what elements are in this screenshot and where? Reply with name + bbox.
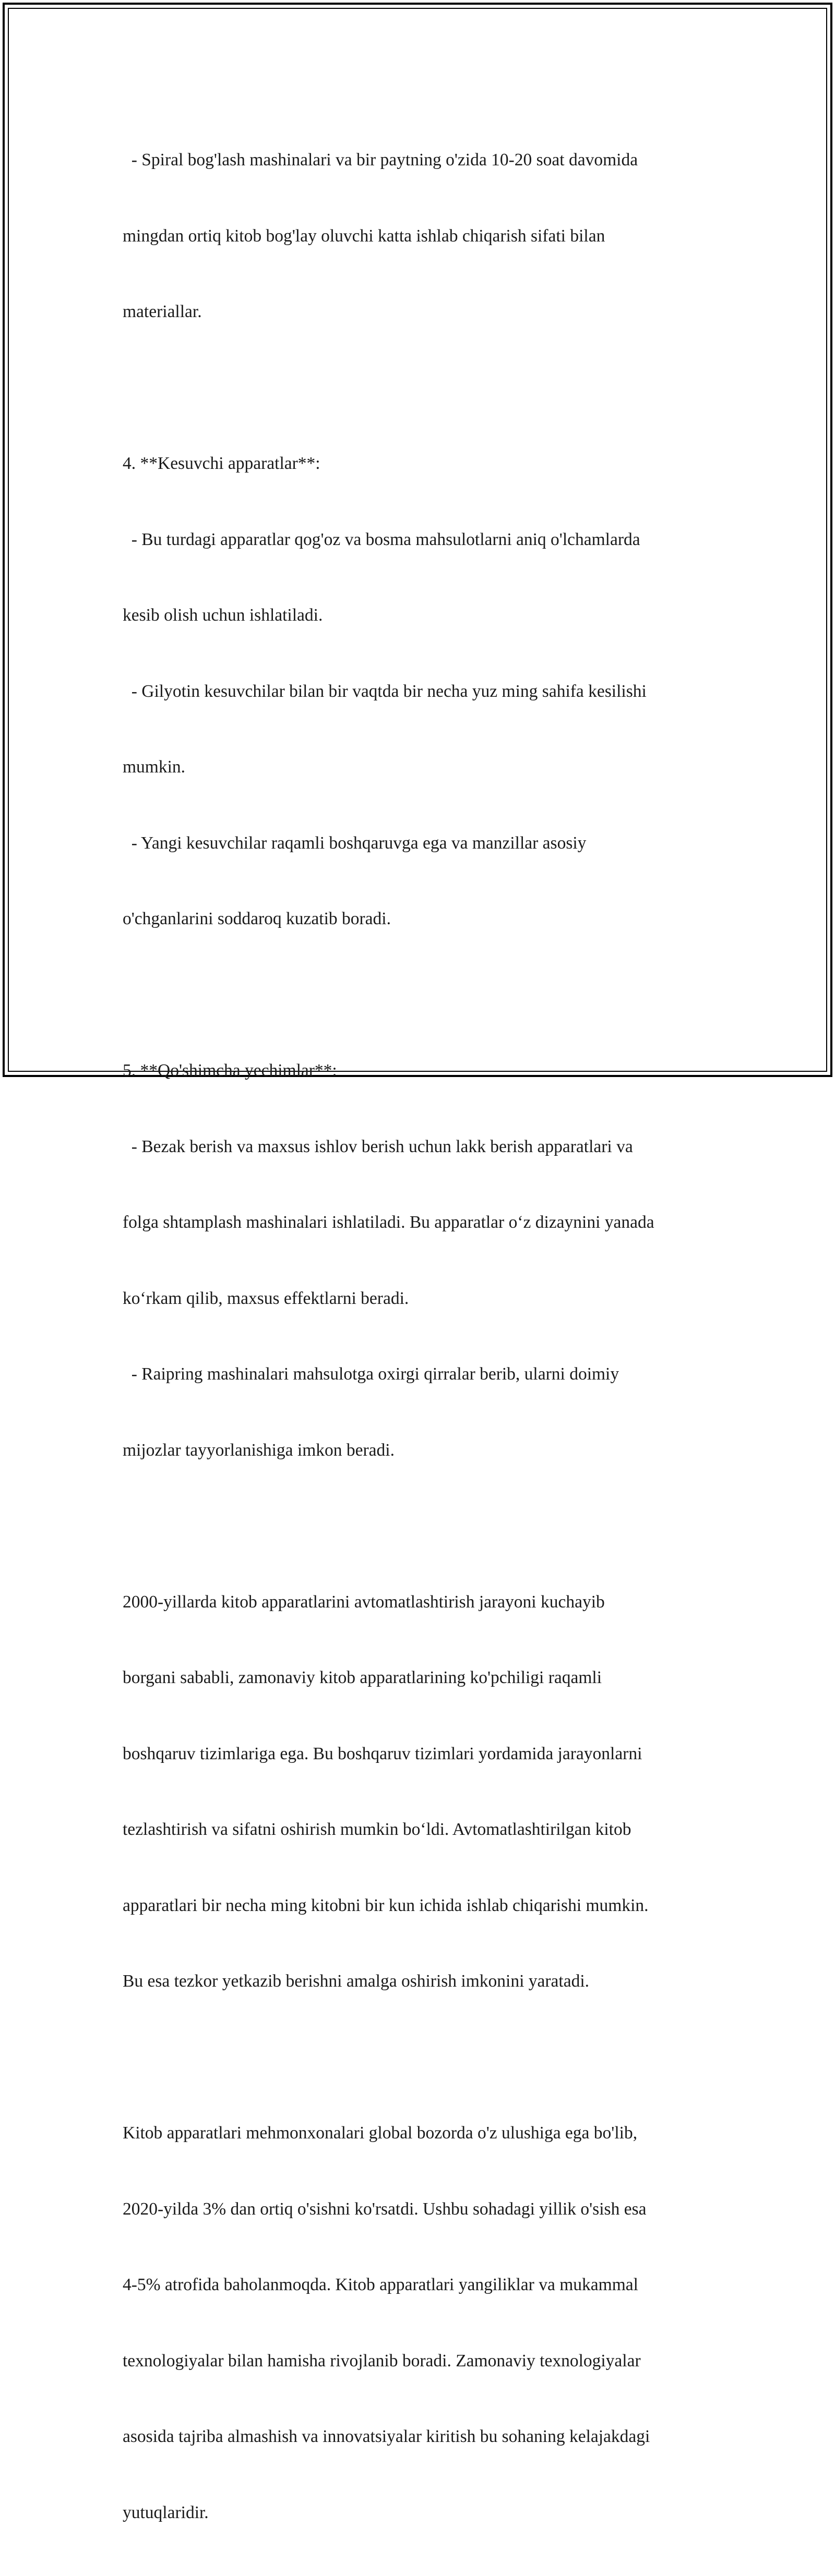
text-line: 2000-yillarda kitob apparatlarini avtomatlashtirish jarayoni kuchayib <box>123 1592 605 1612</box>
text-line: mijozlar tayyorlanishiga imkon beradi. <box>123 1440 395 1460</box>
text-line: materiallar. <box>123 302 202 321</box>
text-line: 4. **Kesuvchi apparatlar**: <box>123 454 320 473</box>
text-line: - Bezak berish va maxsus ishlov berish uchun lakk berish apparatlari va <box>123 1136 633 1156</box>
text-line: ko‘rkam qilib, maxsus effektlarni beradi. <box>123 1288 409 1308</box>
text-line: Kitob apparatlari mehmonxonalari global bozorda o'z ulushiga ega bo'lib, <box>123 2123 638 2143</box>
text-line: 2020-yilda 3% dan ortiq o'sishni ko'rsatdi. Ushbu sohadagi yillik o'sish esa <box>123 2199 647 2219</box>
paragraph-additional-solutions <box>123 1008 712 1514</box>
text-line: mingdan ortiq kitob bog'lay oluvchi katta ishlab chiqarish sifati bilan <box>123 226 605 246</box>
text-line: Bu esa tezkor yetkazib berishni amalga oshirish imkonini yaratadi. <box>123 1972 590 1991</box>
text-line: asosida tajriba almashish va innovatsiyalar kiritish bu sohaning kelajakdagi <box>123 2427 650 2446</box>
text-line: mumkin. <box>123 757 186 777</box>
document-body <box>123 97 712 2576</box>
text-line: folga shtamplash mashinalari ishlatiladi. Bu apparatlar o‘z dizaynini yanada <box>123 1213 654 1232</box>
paragraph-cutting-devices <box>123 401 712 983</box>
text-line: - Gilyotin kesuvchilar bilan bir vaqtda bir necha yuz ming sahifa kesilishi <box>123 681 647 701</box>
text-line: - Spiral bog'lash mashinalari va bir paytning o'zida 10-20 soat davomida <box>123 150 638 170</box>
text-line: apparatlari bir necha ming kitobni bir kun ichida ishlab chiqarishi mumkin. <box>123 1895 649 1915</box>
paragraph-market-growth <box>123 2070 712 2576</box>
text-line: yutuqlaridir. <box>123 2502 209 2522</box>
text-line: - Yangi kesuvchilar raqamli boshqaruvga ega va manzillar asosiy <box>123 833 587 853</box>
text-line: texnologiyalar bilan hamisha rivojlanib boradi. Zamonaviy texnologiyalar <box>123 2351 641 2371</box>
text-line: borgani sababli, zamonaviy kitob apparatlarining ko'pchiligi raqamli <box>123 1668 602 1687</box>
text-line: 5. **Qo'shimcha yechimlar**: <box>123 1061 337 1080</box>
text-line: kesib olish uchun ishlatiladi. <box>123 606 323 625</box>
text-line: - Bu turdagi apparatlar qog'oz va bosma mahsulotlarni aniq o'lchamlarda <box>123 529 640 549</box>
text-line: tezlashtirish va sifatni oshirish mumkin bo‘ldi. Avtomatlashtirilgan kitob <box>123 1820 631 1839</box>
text-line: boshqaruv tizimlariga ega. Bu boshqaruv tizimlari yordamida jarayonlarni <box>123 1744 642 1763</box>
text-line: - Raipring mashinalari mahsulotga oxirgi qirralar berib, ularni doimiy <box>123 1364 619 1384</box>
paragraph-binding-continued <box>123 97 712 376</box>
paragraph-automation <box>123 1539 712 2045</box>
text-line: 4-5% atrofida baholanmoqda. Kitob apparatlari yangiliklar va mukammal <box>123 2275 638 2294</box>
text-line: o'chganlarini soddaroq kuzatib boradi. <box>123 909 391 928</box>
